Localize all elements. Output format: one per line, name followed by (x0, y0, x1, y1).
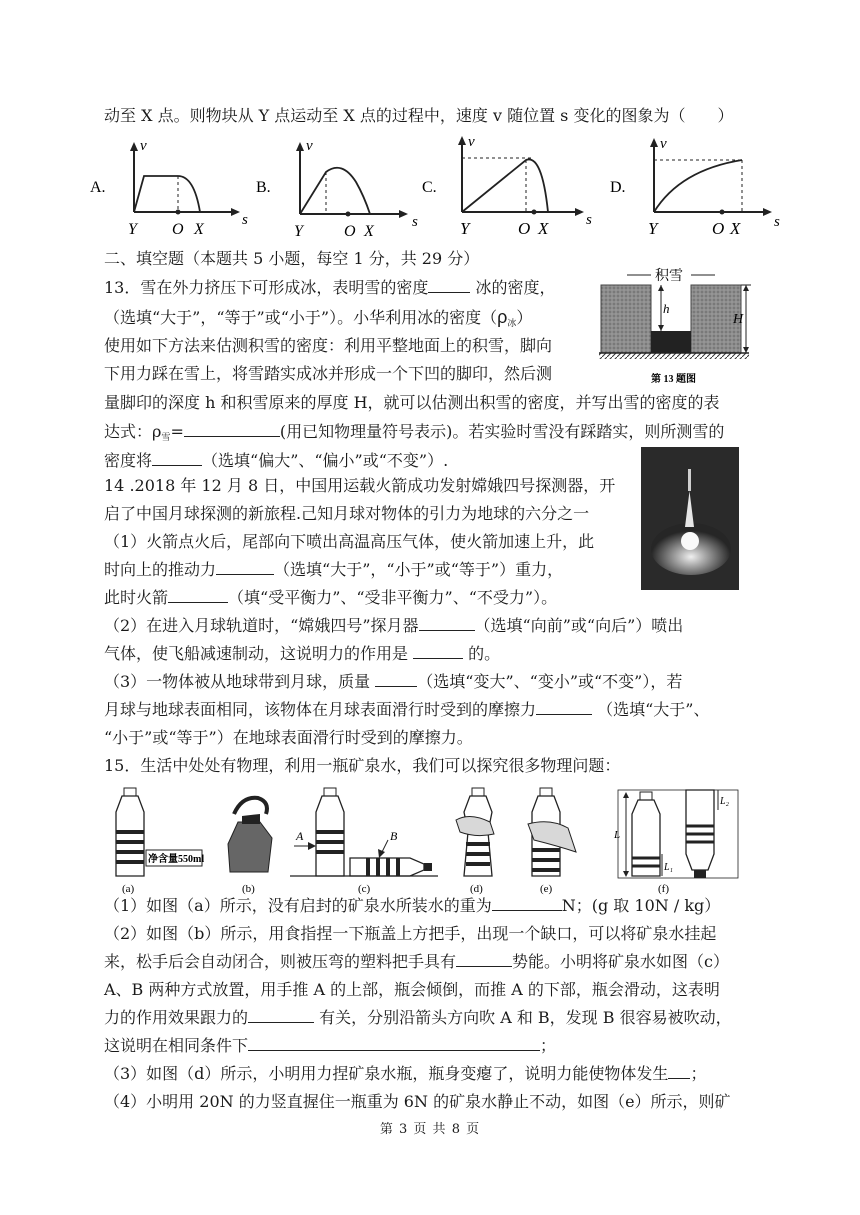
option-c-graph[interactable] (422, 134, 592, 238)
o-label: O (712, 219, 725, 238)
fig-a-label: (a) (122, 883, 135, 895)
q14-line-2: 启了中国月球探测的新旅程.己知月球对物体的引力为地球的六分之一 (104, 504, 590, 523)
x-label: X (194, 221, 204, 238)
answer-blank[interactable] (456, 950, 512, 967)
q14-line-4: 时向上的推动力 （选填“大于”，“小于”或“等于”）重力， (104, 560, 564, 579)
q14-line-7: 气体，使飞船减速制动，这说明力的作用是 的。 (104, 644, 501, 663)
q13-line-6: 达式：$\rho_雪=$ (用已知物理量符号表示)。若实验时雪没有踩踏实，则所测雪的 (104, 422, 725, 443)
bottle-d (456, 788, 494, 895)
q15-line-1: 15．生活中处处有物理，利用一瓶矿泉水，我们可以探究很多物理问题： (104, 756, 621, 775)
q13-line-3: 使用如下方法来估测积雪的密度：利用平整地面上的积雪，脚向 (104, 336, 553, 355)
answer-blank[interactable] (492, 894, 562, 911)
s-label: s (774, 214, 780, 230)
q15-line-7: 这说明在相同条件下 ； (104, 1036, 557, 1055)
answer-blank[interactable] (536, 698, 592, 715)
v-label: v (660, 136, 667, 152)
x-label: X (538, 219, 549, 238)
H-label: H (733, 312, 744, 327)
q13-line-7: 密度将 （选填“偏大”、“偏小”或“不变”）. (104, 451, 449, 470)
q14-line-1: 14 .2018 年 12 月 8 日，中国用运载火箭成功发射嫦娥四号探测器，开 (104, 476, 616, 495)
answer-blank[interactable] (428, 276, 470, 293)
q14-line-3: （1）火箭点火后，尾部向下喷出高温高压气体，使火箭加速上升，此 (104, 532, 595, 551)
q13-line-4: 下用力踩在雪上，将雪踏实成冰并形成一个下凹的脚印，然后测 (104, 364, 553, 383)
fig-c-label: (c) (358, 883, 371, 895)
answer-blank[interactable] (248, 1034, 540, 1051)
q13-snow-figure (597, 267, 757, 389)
answer-blank[interactable] (419, 614, 475, 631)
answer-blank[interactable] (248, 1006, 314, 1023)
y-label: Y (460, 219, 470, 238)
q12-graph-options (90, 134, 790, 244)
fig-e-label: (e) (540, 883, 553, 895)
q14-line-10: “小于”或“等于”）在地球表面滑行时受到的摩擦力。 (104, 728, 473, 747)
v-label: v (140, 138, 147, 154)
bottles-c (290, 788, 438, 895)
section-heading: 二、填空题（本题共 5 小题，每空 1 分，共 29 分） (104, 249, 480, 268)
q13-line-5: 量脚印的深度 h 和积雪原来的厚度 H，就可以估测出积雪的密度，并写出雪的密度的表 (104, 393, 720, 412)
L2-label: L₂ (720, 796, 730, 807)
o-label: O (172, 221, 184, 238)
answer-blank[interactable] (168, 586, 228, 603)
q15-line-8: （3）如图（d）所示，小明用力捏矿泉水瓶，瓶身变瘪了，说明力能使物体发生 ； (104, 1064, 707, 1083)
answer-blank[interactable] (668, 1062, 690, 1079)
v-label: v (306, 138, 313, 154)
fig-b-label: (b) (242, 883, 255, 895)
L1-label: L₁ (664, 862, 674, 873)
q15-line-5: A、B 两种方式放置，用手推 A 的上部，瓶会倾倒，而推 A 的下部，瓶会滑动，这表明 (104, 980, 720, 999)
q15-line-9: （4）小明用 20N 的力竖直握住一瓶重为 6N 的矿泉水静止不动，如图（e）所示，则矿 (104, 1092, 731, 1111)
q15-line-3: （2）如图（b）所示，用食指捏一下瓶盖上方把手，出现一个缺口，可以将矿泉水挂起 (104, 924, 717, 943)
q13-line-2: （选填“大于”，“等于”或“小于”）。小华利用冰的密度$(\rho_冰)$ (104, 307, 533, 329)
answer-blank[interactable] (375, 670, 417, 687)
option-b-graph[interactable] (256, 138, 418, 240)
x-label: X (364, 223, 374, 240)
q12-stem-tail: 动至 X 点。则物块从 Y 点运动至 X 点的过程中，速度 v 随位置 s 变化的图象为（ ） (104, 106, 734, 125)
q15-line-4: 来，松手后会自动闭合，则被压弯的塑料把手具有 势能。小明将矿泉水如图（c） (104, 952, 729, 971)
option-d-graph[interactable] (610, 136, 780, 238)
option-d-letter: D. (610, 179, 626, 196)
q14-line-9: 月球与地球表面相同，该物体在月球表面滑行时受到的摩擦力 （选填“大于”、 (104, 700, 710, 719)
y-label: Y (648, 219, 658, 238)
bottles-f (613, 790, 738, 895)
q15-line-6: 力的作用效果跟力的 有关，分别沿箭头方向吹 A 和 B，发现 B 很容易被吹动， (104, 1008, 732, 1027)
A-label: A (296, 829, 304, 843)
answer-blank[interactable] (413, 642, 463, 659)
bottle-e (528, 788, 576, 895)
B-label: B (390, 829, 398, 843)
h-label: h (663, 301, 670, 316)
q14-line-5: 此时火箭 （填“受平衡力”、“受非平衡力”、“不受力”）。 (104, 588, 558, 607)
o-label: O (518, 219, 531, 238)
answer-blank[interactable] (152, 449, 202, 466)
q13-line-1: 13．雪在外力挤压下可形成冰，表明雪的密度 冰的密度， (104, 278, 556, 297)
option-c-letter: C. (422, 179, 437, 196)
q15-bottle-figure (110, 784, 750, 896)
handle-b (228, 798, 272, 895)
q14-line-6: （2）在进入月球轨道时，“嫦娥四号”探月器 （选填“向前”或“向后”）喷出 (104, 616, 684, 635)
answer-blank[interactable] (184, 420, 280, 437)
figure-caption: 第 13 题图 (651, 374, 696, 385)
y-label: Y (128, 221, 137, 238)
x-label: X (730, 219, 741, 238)
L-label: L (614, 829, 621, 841)
option-a-graph[interactable] (90, 138, 248, 238)
option-b-letter: B. (256, 179, 271, 196)
s-label: s (412, 214, 418, 230)
fig-d-label: (d) (470, 883, 483, 895)
snow-label: 积雪 (655, 269, 683, 284)
answer-blank[interactable] (216, 558, 274, 575)
fig-f-label: (f) (658, 883, 669, 895)
page-footer: 第 3 页 共 8 页 (379, 1122, 481, 1137)
s-label: s (242, 212, 248, 228)
v-label: v (468, 134, 475, 150)
bottle-a (116, 788, 204, 895)
option-a-letter: A. (90, 179, 106, 196)
q14-line-8: （3）一物体被从地球带到月球，质量 （选填“变大”、“变小”或“不变”），若 (104, 672, 683, 691)
y-label: Y (294, 223, 303, 240)
q14-rocket-photo (641, 447, 739, 590)
o-label: O (344, 223, 356, 240)
s-label: s (586, 212, 592, 228)
net-content-label: 净含量550ml (148, 854, 205, 865)
q15-line-2: （1）如图（a）所示，没有启封的矿泉水所装水的重为 N；(g 取 10N / kg） (104, 896, 721, 915)
